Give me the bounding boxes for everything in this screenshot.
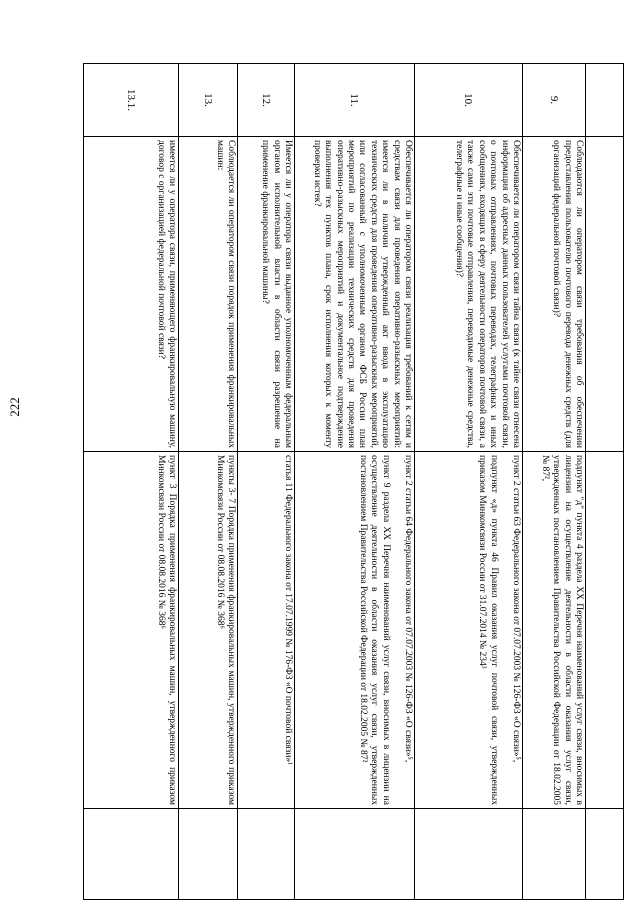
table-row xyxy=(295,63,415,900)
table-row xyxy=(83,63,179,900)
row-number: 11. xyxy=(295,63,414,136)
table-row xyxy=(238,63,295,900)
legal-basis-paragraph: пункт 2 статьи 63 Федерального закона от 07.07.2003 № 126-ФЗ «О связи»⁵, xyxy=(511,455,521,763)
legal-basis xyxy=(415,451,522,808)
page-number: 222 xyxy=(7,397,22,417)
table-row xyxy=(415,63,523,900)
legal-basis-paragraph: пункт 9 раздела XX Перечня наименований услуг связи, вносимых в лицензии на осуществление деятельности в области оказания услуг связи, утвержденных постановлением Правительства Российской Федерации от 18.02.2005 № 87² xyxy=(357,455,391,805)
table-row xyxy=(523,63,586,900)
requirement-question: Обеспечивается ли оператором связи тайна связи (к тайне связи отнесена информация об адресных данных пользователей услугами почтовой связи, о почтовых отправлениях, почтовых переводах, телеграфных и иных сообщениях, входящих в сферу деятельности операторов почтовой связи, а также сами эти почтовые отправления, переводимые денежные средства, телеграфные и иные сообщения)? xyxy=(415,136,522,451)
checklist-table xyxy=(83,63,624,900)
legal-basis-paragraph: пункты 3- 7 Порядка применения франкировальных машин, утвержденного приказом Минкомсвязи России от 08.08.2016 № 368⁶ xyxy=(214,455,236,805)
row-number: 12. xyxy=(238,63,294,136)
answer-cell xyxy=(179,808,237,900)
requirement-question: Соблюдаются ли оператором связи требования об обеспечении предоставления пользователю почтового перевода денежных средств (для организаций федеральной почтовой связи)? xyxy=(523,136,585,451)
row-number: 9. xyxy=(523,63,585,136)
answer-cell xyxy=(295,808,414,900)
legal-basis xyxy=(179,451,237,808)
requirement-question: имеется ли у оператора связи, применяющего франкировальную машину, договор с организацией федеральной почтовой связи? xyxy=(84,136,178,451)
legal-basis xyxy=(84,451,178,808)
requirement-question: Обеспечивается ли оператором связи реализация требований к сетям и средствам связи для проведения оперативно-разыскных мероприятий: имеется ли в наличии утвержденный акт ввода в эксплуатацию технических средств для проведения оперативно-разыскных мероприятий, или согласованный с уполномоченным органом ФСБ России план мероприятий по реализации технических средств для проведения оперативно-разыскных мероприятий и документальное подтверждение выполнения тех пунктов плана, срок исполнения которых к моменту проверки истек? xyxy=(295,136,414,451)
row-number xyxy=(586,63,623,136)
legal-basis-paragraph: подпункт «д» пункта 46 Правил оказания услуг почтовой связи, утвержденных приказом Минкомсвязи России от 31.07.2014 № 234³ xyxy=(477,455,499,805)
row-number: 10. xyxy=(415,63,522,136)
legal-basis-paragraph: статья 11 Федерального закона от 17.07.1999 № 176-ФЗ «О почтовой связи»¹ xyxy=(283,455,293,766)
answer-cell xyxy=(586,808,623,900)
table-row xyxy=(586,63,624,900)
row-number: 13. xyxy=(179,63,237,136)
answer-cell xyxy=(84,808,178,900)
legal-basis xyxy=(523,451,585,808)
table-row xyxy=(179,63,238,900)
requirement-question: Имеется ли у оператора связи выданное уполномоченным федеральным органом исполнительной власти в области связи разрешение на применение франкировальной машины? xyxy=(238,136,294,451)
legal-basis xyxy=(586,451,623,808)
answer-cell xyxy=(238,808,294,900)
requirement-question xyxy=(586,136,623,451)
answer-cell xyxy=(523,808,585,900)
legal-basis-paragraph: подпункт "д" пункта 4 раздела XX Перечня наименований услуг связи, вносимых в лицензии на осуществление деятельности в области оказания услуг связи, утвержденных постановлением Правительства Российской Федерации от 18.02.2005 № 87², xyxy=(539,455,584,805)
row-number: 13.1. xyxy=(84,63,178,136)
legal-basis xyxy=(238,451,294,808)
legal-basis xyxy=(295,451,414,808)
legal-basis-paragraph: пункт 3 Порядка применения франкировальных машин, утвержденного приказом Минкомсвязи России от 08.08.2016 № 368⁶ xyxy=(155,455,177,805)
answer-cell xyxy=(415,808,522,900)
legal-basis-paragraph: пункт 2 статьи 64 Федерального закона от 07.07.2003 № 126-ФЗ «О связи»⁵, xyxy=(403,455,413,763)
requirement-question: Соблюдается ли оператором связи порядок применения франкировальных машин: xyxy=(179,136,237,451)
